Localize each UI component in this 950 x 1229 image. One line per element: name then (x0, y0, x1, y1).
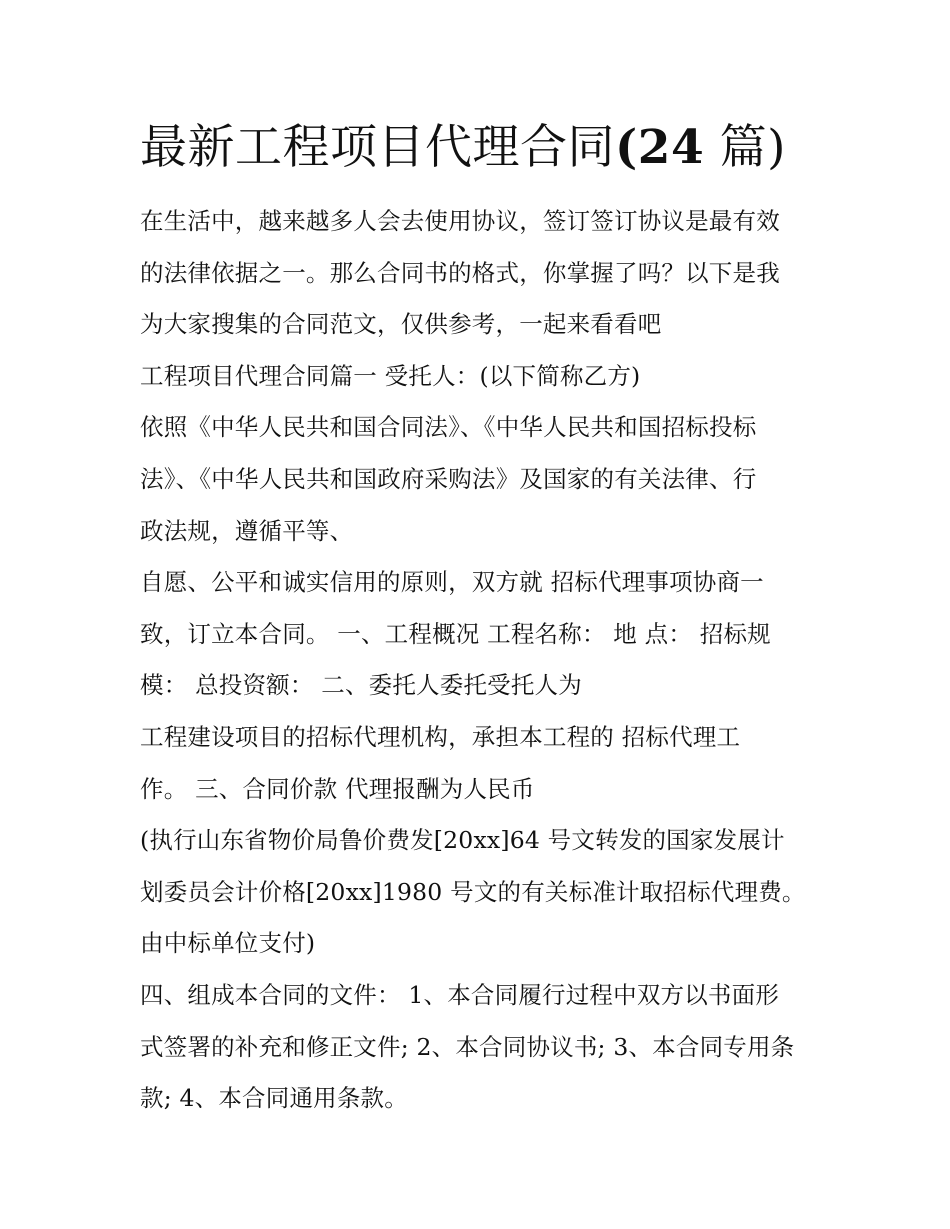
document-body (140, 196, 820, 1125)
text-line: 法》、《中华人民共和国政府采购法》及国家的有关法律、行 (140, 464, 757, 493)
text-line: 模： 总投资额： 二、委托人委托受托人为 (140, 671, 582, 700)
text-line: 在生活中，越来越多人会去使用协议，签订签订协议是最有效 (140, 207, 780, 235)
text-line: 政法规，遵循平等、 (140, 516, 354, 545)
text-line: 为大家搜集的合同范文，仅供参考，一起来看看吧 (140, 310, 662, 339)
text-line: 致，订立本合同。 一、工程概况 工程名称： 地 点： 招标规 (140, 619, 771, 648)
text-line: 自愿、公平和诚实信用的原则，双方就 招标代理事项协商一 (140, 568, 764, 597)
text-line: 四、组成本合同的文件： 1、本合同履行过程中双方以书面形 (140, 980, 780, 1009)
text-line: 式签署的补充和修正文件; 2、本合同协议书; 3、本合同专用条 (140, 1032, 795, 1061)
title-suffix: 篇) (704, 120, 786, 175)
text-line: (执行山东省物价局鲁价费发[20xx]64 号文转发的国家发展计 (140, 826, 785, 855)
title-main: 最新工程项目代理合同 (140, 120, 615, 175)
title-count: (24 (615, 120, 705, 175)
text-line: 划委员会计价格[20xx]1980 号文的有关标准计取招标代理费。 (140, 877, 806, 906)
text-line: 由中标单位支付) (140, 929, 316, 958)
text-line: 作。 三、合同价款 代理报酬为人民币 (140, 774, 535, 803)
text-line: 工程建设项目的招标代理机构，承担本工程的 招标代理工 (140, 722, 741, 751)
text-line: 的法律依据之一。那么合同书的格式，你掌握了吗？以下是我 (140, 258, 780, 287)
text-line: 工程项目代理合同篇一 受托人：(以下简称乙方) (140, 361, 641, 390)
document-title (140, 112, 840, 184)
text-line: 依照《中华人民共和国合同法》、《中华人民共和国招标投标 (140, 413, 757, 442)
text-line: 款; 4、本合同通用条款。 (140, 1084, 408, 1113)
